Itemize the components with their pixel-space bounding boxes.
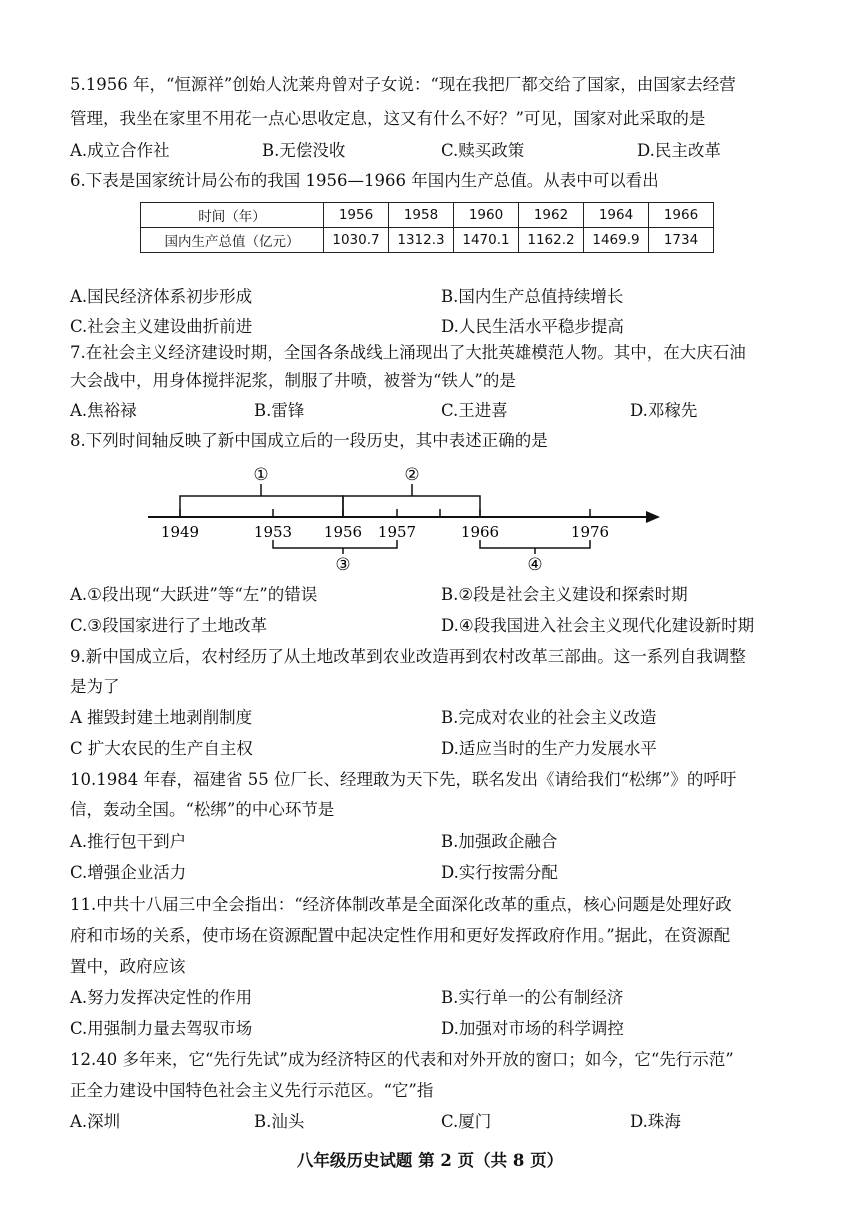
- year-label: 1957: [377, 523, 417, 541]
- q5-option-d: D.民主改革: [637, 141, 721, 160]
- marker-4: ④: [527, 555, 543, 575]
- q6-option-a: A.国民经济体系初步形成: [70, 287, 253, 306]
- bracket-4: [480, 540, 590, 548]
- bracket-2: [343, 496, 480, 517]
- q9-option-b: B.完成对农业的社会主义改造: [441, 708, 657, 727]
- q12-option-a: A.深圳: [70, 1112, 121, 1131]
- table-cell: 1469.9: [584, 228, 649, 253]
- q9-option-d: D.适应当时的生产力发展水平: [441, 739, 657, 758]
- q12-option-d: D.珠海: [630, 1112, 681, 1131]
- year-label: 1966: [460, 523, 500, 541]
- q10-option-a: A.推行包干到户: [70, 832, 187, 851]
- q10-option-b: B.加强政企融合: [441, 832, 558, 851]
- timeline-arrowhead: [646, 511, 660, 523]
- q8-option-c: C.③段国家进行了土地改革: [70, 616, 268, 635]
- q7-option-b: B.雷锋: [254, 401, 305, 420]
- table-cell: 1470.1: [454, 228, 519, 253]
- q9-stem-line1: 9.新中国成立后，农村经历了从土地改革到农业改造再到农村改革三部曲。这一系列自我调整: [70, 647, 746, 666]
- q10-option-c: C.增强企业活力: [70, 863, 187, 882]
- marker-3: ③: [335, 555, 351, 575]
- q11-stem-line2: 府和市场的关系，使市场在资源配置中起决定性作用和更好发挥政府作用。”据此，在资源配: [70, 926, 731, 945]
- q8-option-d: D.④段我国进入社会主义现代化建设新时期: [441, 616, 755, 635]
- q11-stem-line3: 置中，政府应该: [70, 957, 186, 976]
- q5-option-b: B.无偿没收: [262, 141, 346, 160]
- q7-option-d: D.邓稼先: [630, 401, 698, 420]
- year-label: 1976: [570, 523, 610, 541]
- q8-option-a: A.①段出现“大跃进”等“左”的错误: [70, 585, 318, 604]
- q12-option-b: B.汕头: [254, 1112, 305, 1131]
- table-cell: 1958: [389, 203, 454, 228]
- table-header-year: 时间（年）: [141, 203, 324, 228]
- year-label: 1956: [323, 523, 363, 541]
- q8-stem: 8.下列时间轴反映了新中国成立后的一段历史，其中表述正确的是: [70, 431, 548, 450]
- table-cell: 1312.3: [389, 228, 454, 253]
- table-cell: 1162.2: [519, 228, 584, 253]
- q6-option-b: B.国内生产总值持续增长: [441, 287, 624, 306]
- q9-stem-line2: 是为了: [70, 677, 120, 696]
- table-cell: 1734: [649, 228, 714, 253]
- timeline-diagram: [0, 460, 860, 580]
- q7-option-c: C.王进喜: [441, 401, 508, 420]
- gdp-table: [140, 202, 714, 253]
- q12-option-c: C.厦门: [441, 1112, 492, 1131]
- q5-stem-line1: 5.1956 年，“恒源祥”创始人沈莱舟曾对子女说：“现在我把厂都交给了国家，由国家去经营: [70, 75, 736, 94]
- q10-option-d: D.实行按需分配: [441, 863, 558, 882]
- table-cell: 1964: [584, 203, 649, 228]
- table-row-gdp: [141, 228, 714, 253]
- q7-stem-line1: 7.在社会主义经济建设时期，全国各条战线上涌现出了大批英雄模范人物。其中，在大庆石油: [70, 343, 746, 362]
- year-label: 1953: [253, 523, 293, 541]
- q5-option-c: C.赎买政策: [441, 141, 525, 160]
- table-cell: 1962: [519, 203, 584, 228]
- q9-option-c: C 扩大农民的生产自主权: [70, 739, 253, 758]
- table-cell: 1956: [324, 203, 389, 228]
- q7-stem-line2: 大会战中，用身体搅拌泥浆，制服了井喷，被誉为“铁人”的是: [70, 371, 516, 390]
- q6-option-d: D.人民生活水平稳步提高: [441, 317, 624, 336]
- q11-option-c: C.用强制力量去驾驭市场: [70, 1019, 253, 1038]
- q5-option-a: A.成立合作社: [70, 141, 170, 160]
- q12-stem-line2: 正全力建设中国特色社会主义先行示范区。“它”指: [70, 1081, 434, 1100]
- q10-stem-line2: 信，轰动全国。“松绑”的中心环节是: [70, 800, 335, 819]
- q7-option-a: A.焦裕禄: [70, 401, 137, 420]
- q11-option-d: D.加强对市场的科学调控: [441, 1019, 624, 1038]
- q8-option-b: B.②段是社会主义建设和探索时期: [441, 585, 688, 604]
- table-row-years: [141, 203, 714, 228]
- bracket-3: [273, 540, 397, 548]
- table-cell: 1960: [454, 203, 519, 228]
- marker-1: ①: [253, 465, 269, 485]
- q11-option-b: B.实行单一的公有制经济: [441, 988, 624, 1007]
- q11-option-a: A.努力发挥决定性的作用: [70, 988, 253, 1007]
- q9-option-a: A 摧毁封建土地剥削制度: [70, 708, 253, 727]
- q6-stem: 6.下表是国家统计局公布的我国 1956—1966 年国内生产总值。从表中可以看出: [70, 171, 659, 190]
- year-label: 1949: [160, 523, 200, 541]
- marker-2: ②: [404, 465, 420, 485]
- table-header-gdp: 国内生产总值（亿元）: [141, 228, 324, 253]
- page-footer: 八年级历史试题 第 2 页（共 8 页）: [296, 1151, 564, 1170]
- q10-stem-line1: 10.1984 年春，福建省 55 位厂长、经理敢为天下先，联名发出《请给我们“松绑”》的呼吁: [70, 770, 737, 789]
- bracket-1: [180, 496, 343, 517]
- table-cell: 1966: [649, 203, 714, 228]
- q12-stem-line1: 12.40 多年来，它“先行先试”成为经济特区的代表和对外开放的窗口；如今，它“先行示范”: [70, 1050, 734, 1069]
- q6-option-c: C.社会主义建设曲折前进: [70, 317, 253, 336]
- q11-stem-line1: 11.中共十八届三中全会指出：“经济体制改革是全面深化改革的重点，核心问题是处理好政: [70, 895, 732, 914]
- q5-stem-line2: 管理，我坐在家里不用花一点心思收定息，这又有什么不好？”可见，国家对此采取的是: [70, 109, 706, 128]
- table-cell: 1030.7: [324, 228, 389, 253]
